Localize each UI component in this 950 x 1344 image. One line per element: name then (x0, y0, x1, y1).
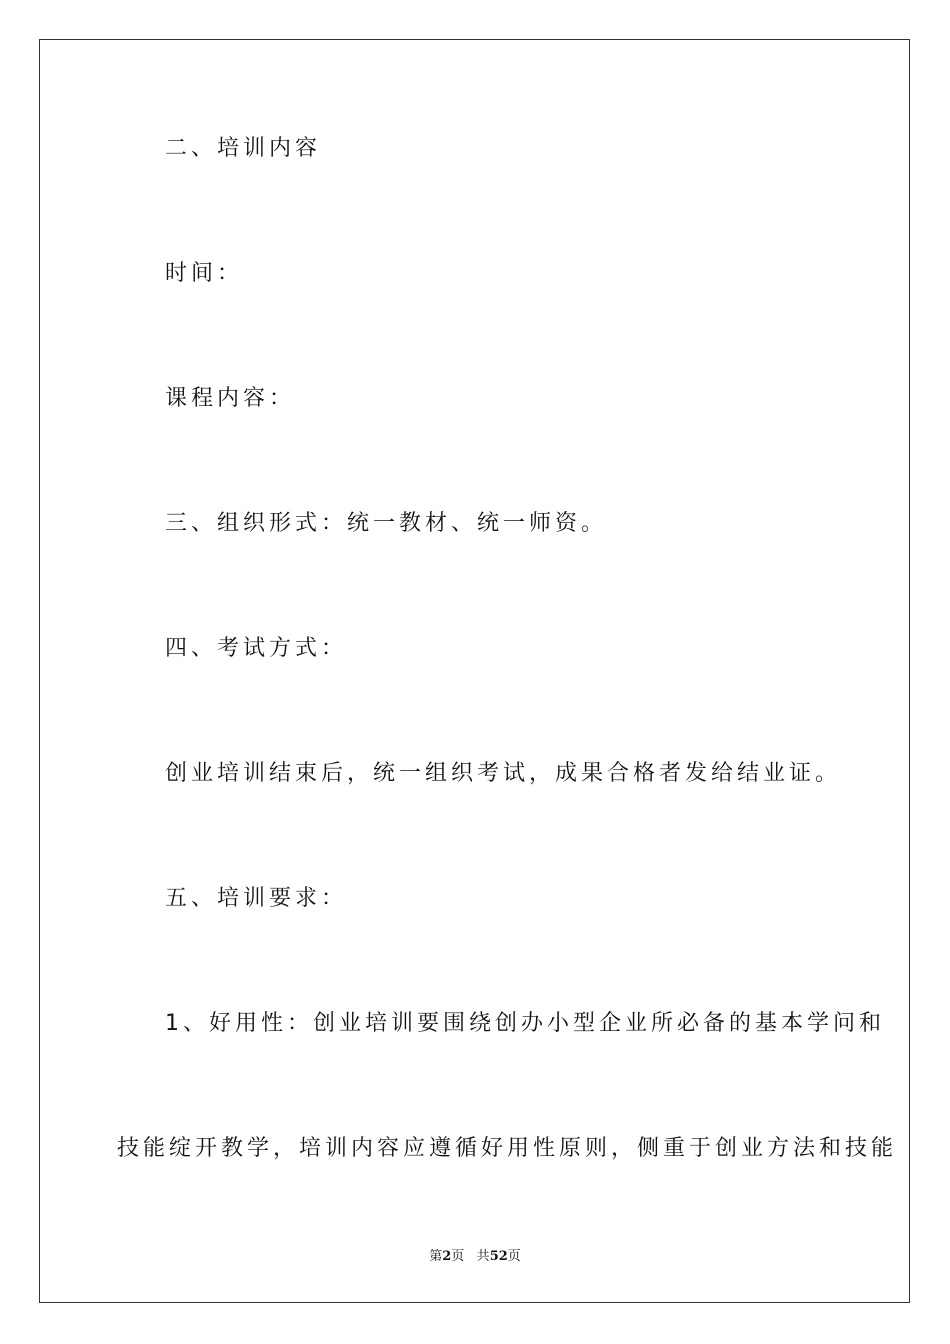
course-content-label: 课程内容： (165, 386, 296, 411)
exam-paragraph: 创业培训结束后，统一组织考试，成果合格者发给结业证。 (165, 761, 842, 786)
footer-page-suffix: 页 (451, 1249, 465, 1264)
footer-total-prefix: 共 (476, 1249, 490, 1264)
time-label: 时间： (165, 261, 244, 286)
footer-total-number: 52 (489, 1249, 508, 1264)
section-heading-exam-method: 四、考试方式： (165, 636, 348, 661)
section-heading-requirements: 五、培训要求： (165, 886, 348, 911)
section-heading-organization: 三、组织形式：统一教材、统一师资。 (165, 511, 608, 536)
page-frame (39, 39, 910, 1303)
page-footer (0, 1248, 950, 1266)
footer-total-suffix: 页 (507, 1249, 521, 1264)
requirement-paragraph-line-2: 技能绽开教学，培训内容应遵循好用性原则，侧重于创业方法和技能 (117, 1136, 898, 1161)
requirement-paragraph-line-1: 1、好用性：创业培训要围绕创办小型企业所必备的基本学问和 (165, 1011, 885, 1036)
footer-page-prefix: 第 (429, 1249, 443, 1264)
footer-page-number: 2 (442, 1249, 452, 1264)
section-heading-training-content: 二、培训内容 (165, 136, 322, 161)
